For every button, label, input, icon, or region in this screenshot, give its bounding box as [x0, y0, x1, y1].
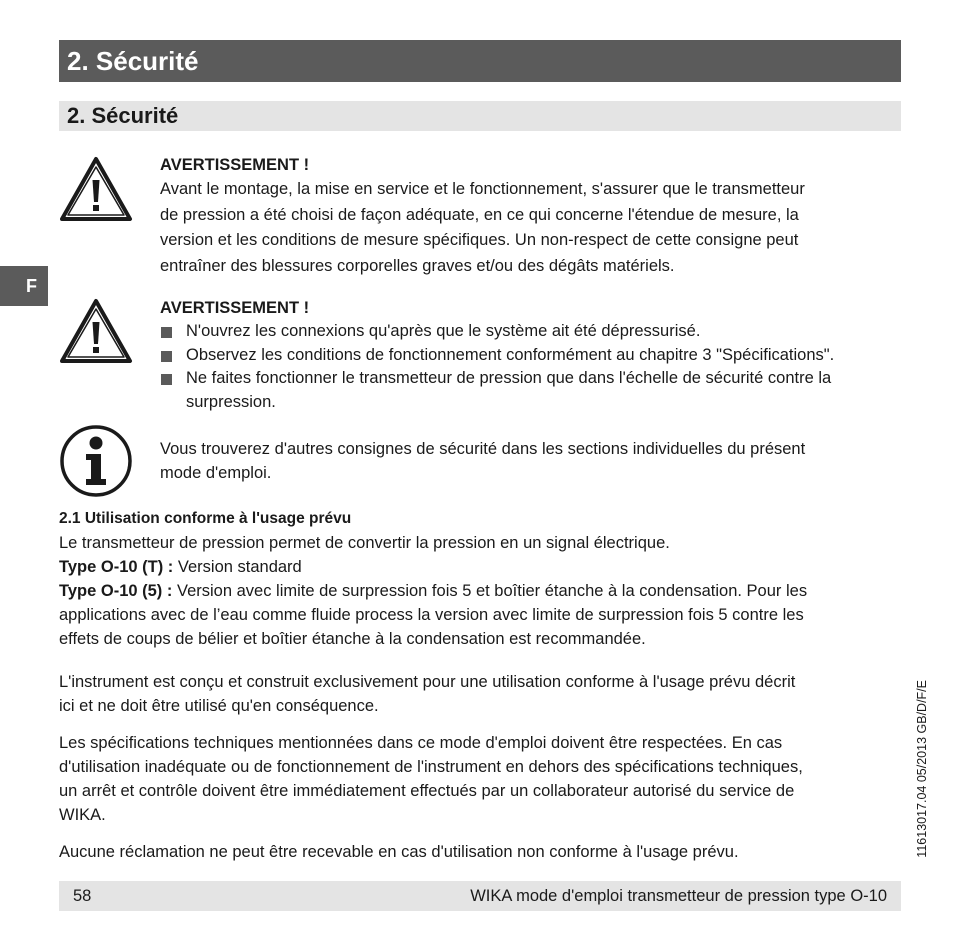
warning-1-line: Avant le montage, la mise en service et le fonctionnement, s'assurer que le transmetteur — [160, 180, 805, 198]
warning-1 — [160, 153, 902, 279]
page-number: 58 — [73, 887, 92, 905]
paragraph-line: ici et ne doit être utilisé qu'en conséquence. — [59, 697, 379, 715]
warning-1-line: de pression a été choisi de façon adéquate, en ce qui concerne l'étendue de mesure, la — [160, 205, 799, 224]
list-item: N'ouvrez les connexions qu'après que le système ait été dépressurisé. — [160, 320, 902, 344]
document-code: 11613017.04 05/2013 GB/D/F/E — [915, 680, 929, 858]
warning-2 — [160, 297, 902, 414]
warning-triangle-icon — [59, 156, 133, 222]
warning-1-title: AVERTISSEMENT ! — [160, 156, 310, 174]
footer-title: WIKA mode d'emploi transmetteur de pression type O-10 — [470, 887, 887, 905]
section-header — [59, 101, 901, 131]
language-tab-label: F — [26, 276, 37, 296]
paragraph-line: L'instrument est conçu et construit exclusivement pour une utilisation conforme à l'usage prévu décrit — [59, 673, 796, 691]
warning-1-line: version et les conditions de mesure spécifiques. Un non-respect de cette consigne peut — [160, 231, 799, 249]
usage-section — [59, 507, 901, 651]
info-circle-icon — [59, 424, 133, 498]
paragraph-line: Les spécifications techniques mentionnées dans ce mode d'emploi doivent être respectées. En cas — [59, 734, 783, 752]
type-1-label: Type O-10 (T) : — [59, 558, 174, 576]
section-title: 2. Sécurité — [67, 103, 179, 128]
info-line: mode d'emploi. — [160, 464, 272, 482]
info-line: Vous trouverez d'autres consignes de sécurité dans les sections individuelles du présent — [160, 440, 806, 458]
type-2-label: Type O-10 (5) : — [59, 582, 173, 600]
type-2-text: applications avec de l’eau comme fluide process la version avec limite de surpression fois 5 contre les — [59, 606, 804, 624]
warning-1-line: entraîner des blessures corporelles graves et/ou des dégâts matériels. — [160, 256, 675, 275]
subsection-heading: 2.1 Utilisation conforme à l'usage prévu — [59, 510, 352, 527]
paragraph-line: Aucune réclamation ne peut être recevable en cas d'utilisation non conforme à l'usage prévu. — [59, 843, 739, 861]
chapter-header — [59, 40, 901, 82]
page-footer — [59, 881, 901, 911]
paragraph-line: WIKA. — [59, 806, 106, 824]
info-note — [160, 437, 902, 485]
list-item: Observez les conditions de fonctionnement conformément au chapitre 3 "Spécifications". — [160, 344, 902, 368]
warning-2-list — [160, 320, 902, 414]
list-item: Ne faites fonctionner le transmetteur de pression que dans l'échelle de sécurité contre la surpression. — [160, 367, 906, 414]
usage-intro: Le transmetteur de pression permet de convertir la pression en un signal électrique. — [59, 534, 670, 552]
paragraph-3 — [59, 840, 901, 864]
paragraph-1 — [59, 670, 901, 718]
paragraph-line: d'utilisation inadéquate ou de fonctionnement de l'instrument en dehors des spécifications techniques, — [59, 758, 803, 776]
type-1-row — [59, 555, 901, 579]
type-2-row — [59, 579, 901, 603]
type-2-text: Version avec limite de surpression fois 5 et boîtier étanche à la condensation. Pour les — [172, 582, 808, 600]
paragraph-line: un arrêt et contrôle doivent être immédiatement effectués par un collaborateur autorisé du service de — [59, 782, 795, 800]
paragraph-2 — [59, 731, 901, 827]
warning-2-title: AVERTISSEMENT ! — [160, 299, 310, 317]
chapter-title: 2. Sécurité — [67, 46, 199, 76]
type-1-text: Version standard — [173, 558, 302, 576]
type-2-text: effets de coups de bélier et boîtier étanche à la condensation est recommandée. — [59, 630, 646, 648]
language-tab — [0, 266, 48, 306]
warning-triangle-icon — [59, 298, 133, 364]
